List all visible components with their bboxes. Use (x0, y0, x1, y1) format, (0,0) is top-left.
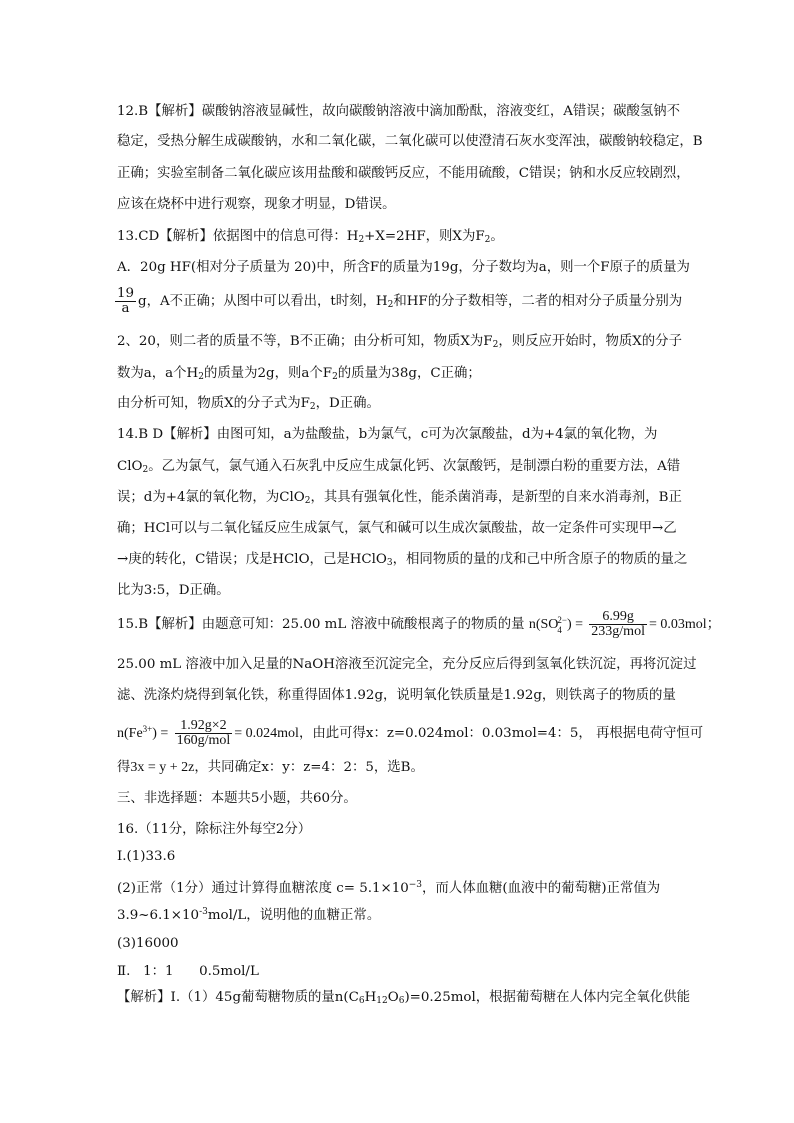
q14-l2b: 。乙为氯气，氯气通入石灰乳中反应生成氯化钙、次氯酸钙，是制漂白粉的重要方法，A错 (148, 459, 681, 474)
subscript: 6 (398, 996, 405, 1006)
q13-line-1 (117, 227, 504, 250)
q14-line-2 (117, 457, 680, 480)
q15-l1a: 15.B【解析】由题意可知：25.00 mL 溶液中硫酸根离子的物质的量 (117, 617, 525, 632)
ion-superscript: 2− (557, 614, 567, 625)
subscript: 2 (309, 402, 316, 412)
superscript: −3 (408, 880, 423, 890)
q13-l3b: 和HF的分子数相等，二者的相对分子质量分别为 (393, 294, 683, 309)
q15-line-5 (117, 758, 424, 778)
q13-line-6 (117, 394, 380, 417)
n-so4: n(SO (528, 617, 559, 632)
q15-l4b: ，由此可得x：z=0.024mol：0.03mol=4：5， 再根据电荷守恒可 (298, 726, 704, 741)
hydrogen-h: H (364, 990, 377, 1005)
q13-l1a: 13.CD【解析】依据图中的信息可得：H (117, 229, 359, 244)
q16-ana-c: )=0.25mol，根据葡萄糖在人体内完全氧化供能 (404, 990, 691, 1005)
n-fe: n(Fe (117, 726, 143, 741)
q16-i2b: ，而人体血糖(血液中的葡萄糖)正常值为 (422, 881, 661, 896)
q16-i4: (3)16000 (117, 936, 179, 951)
subscript: 2 (198, 372, 204, 382)
q13-l1c: 。 (490, 229, 504, 244)
q12-line-1: 12.B【解析】碳酸钠溶液显碱性，故向碳酸钠溶液中滴加酚酞，溶液变红，A错误；碳酸氢钠不 (117, 104, 681, 119)
subscript: 3 (386, 558, 393, 568)
fe-superscript: 3+ (142, 724, 153, 734)
subscript: 2 (332, 372, 338, 382)
q15-l5b: ，共同确定x：y：z=4：2：5，选B。 (194, 760, 424, 775)
q13-line-3 (117, 286, 682, 321)
q12-line-3: 正确；实验室制备二氧化碳应该用盐酸和碳酸钙反应，不能用硫酸，C错误；钠和水反应较剧烈， (117, 166, 690, 181)
q14-l3b: ，其具有强氧化性，能杀菌消毒，是新型的自来水消毒剂，B正 (310, 490, 682, 505)
q13-l5c: 的质量为38g，C正确； (337, 366, 481, 381)
q16-i3a: 3.9~6.1×10 (117, 908, 200, 923)
q13-l4a: 2、20，则二者的质量不等，B不正确；由分析可知，物质X为F (117, 334, 493, 349)
q16-i1: Ⅰ.(1)33.6 (117, 849, 176, 864)
q14-l5b: ，相同物质的量的戊和己中所含原子的物质的量之 (392, 552, 688, 567)
q13-l5b: 的质量为2g，则a个F (203, 366, 333, 381)
q13-line-4 (117, 332, 682, 355)
q13-l1b: +X=2HF，则X为F (364, 229, 485, 244)
fraction-sulfate (589, 610, 647, 639)
q16-i3b: mol/L，说明他的血糖正常。 (207, 908, 381, 923)
q15-line-1 (117, 608, 721, 642)
q13-l3a: g，A不正确；从图中可以看出，t时刻，H (138, 294, 388, 309)
eq2-result: = 0.024mol (234, 726, 299, 741)
q14-l3a: 误；d为+4氯的氧化物，为ClO (117, 490, 305, 505)
superscript: -3 (199, 907, 208, 917)
q14-line-6: 比为3:5，D正确。 (117, 583, 230, 598)
q15-line-4 (117, 712, 703, 751)
q16-analysis (117, 988, 690, 1011)
q16-heading: 16.（11分，除标注外每空2分） (117, 822, 312, 837)
q13-l6a: 由分析可知，物质X的分子式为F (117, 396, 310, 411)
q16-ana-a: 【解析】Ⅰ.（1）45g葡萄糖物质的量n(C (117, 990, 359, 1005)
fraction-numerator: 1.92g×2 (175, 719, 233, 734)
fraction-iron (175, 719, 233, 748)
q12-line-2: 稳定，受热分解生成碳酸钠，水和二氧化碳，二氧化碳可以使澄清石灰水变浑浊，碳酸钠较稳定，B (117, 134, 703, 149)
q13-l5a: 数为a，a个H (117, 366, 199, 381)
q14-line-3 (117, 488, 682, 511)
q16-i3 (117, 902, 380, 926)
q12-line-4: 应该在烧杯中进行观察，现象才明显，D错误。 (117, 197, 396, 212)
q16-i2a: (2)正常（1分）通过计算得血糖浓度 c= 5.1×10 (117, 881, 409, 896)
q16-ana-b: O (387, 990, 399, 1005)
q13-l6b: ，D正确。 (315, 396, 380, 411)
fraction-denominator: a (121, 301, 130, 316)
section-heading: 三、非选择题：本题共5小题，共60分。 (117, 791, 357, 806)
subscript: 2 (142, 465, 149, 475)
eq1-result: = 0.03mol； (648, 617, 721, 632)
q15-l5a: 得 (117, 760, 131, 775)
q16-ii: Ⅱ. 1：1 0.5mol/L (117, 964, 259, 979)
charge-equation: 3x = y + 2z (130, 760, 195, 775)
subscript: 12 (376, 996, 388, 1006)
q14-line-4: 确；HCl可以与二氧化锰反应生成氯气，氯气和碱可以生成次氯酸盐，故一定条件可实现甲→乙 (117, 521, 677, 536)
subscript: 2 (387, 300, 394, 310)
q14-line-1: 14.B D【解析】由图可知，a为盐酸盐，b为氯气，c可为次氯酸盐，d为+4氯的氧化物，为 (117, 427, 658, 442)
sulfate-charge (557, 615, 567, 635)
q13-line-2: A．20g HF(相对分子质量为 20)中，所含F的质量为19g，分子数均为a，则一个F原子的质量为 (117, 260, 690, 275)
n-so4-expression: n(SO 2− 4 ) = (528, 614, 584, 635)
q14-line-5 (117, 550, 687, 573)
subscript: 2 (492, 340, 499, 350)
q15-line-3: 滤、洗涤灼烧得到氧化铁，称重得固体1.92g，说明氧化铁质量是1.92g，则铁离子的物质的量 (117, 688, 676, 703)
subscript: 6 (358, 996, 365, 1006)
fraction-19-over-a (115, 287, 136, 316)
q13-l4b: ，则反应开始时，物质X的分子 (498, 334, 682, 349)
fraction-denominator: 160g/mol (176, 733, 231, 748)
subscript: 2 (484, 235, 491, 245)
q15-line-2: 25.00 mL 溶液中加入足量的NaOH溶液至沉淀完全，充分反应后得到氢氧化铁沉淀，再将沉淀过 (117, 657, 697, 672)
fraction-denominator: 233g/mol (591, 624, 645, 639)
ion-subscript: 4 (557, 624, 562, 635)
subscript: 2 (358, 235, 365, 245)
fraction-numerator: 19 (117, 286, 135, 301)
q14-l2a: ClO (117, 459, 143, 474)
q14-l5: →庚的转化，C错误；戊是HClO，己是HClO (117, 552, 387, 567)
subscript: 2 (304, 496, 311, 506)
fraction-numerator: 6.99g (589, 610, 647, 625)
n-fe-expression: $n(Fe^{3+})$ = (117, 724, 169, 741)
q13-line-5 (117, 364, 481, 387)
q16-i2 (117, 875, 660, 899)
